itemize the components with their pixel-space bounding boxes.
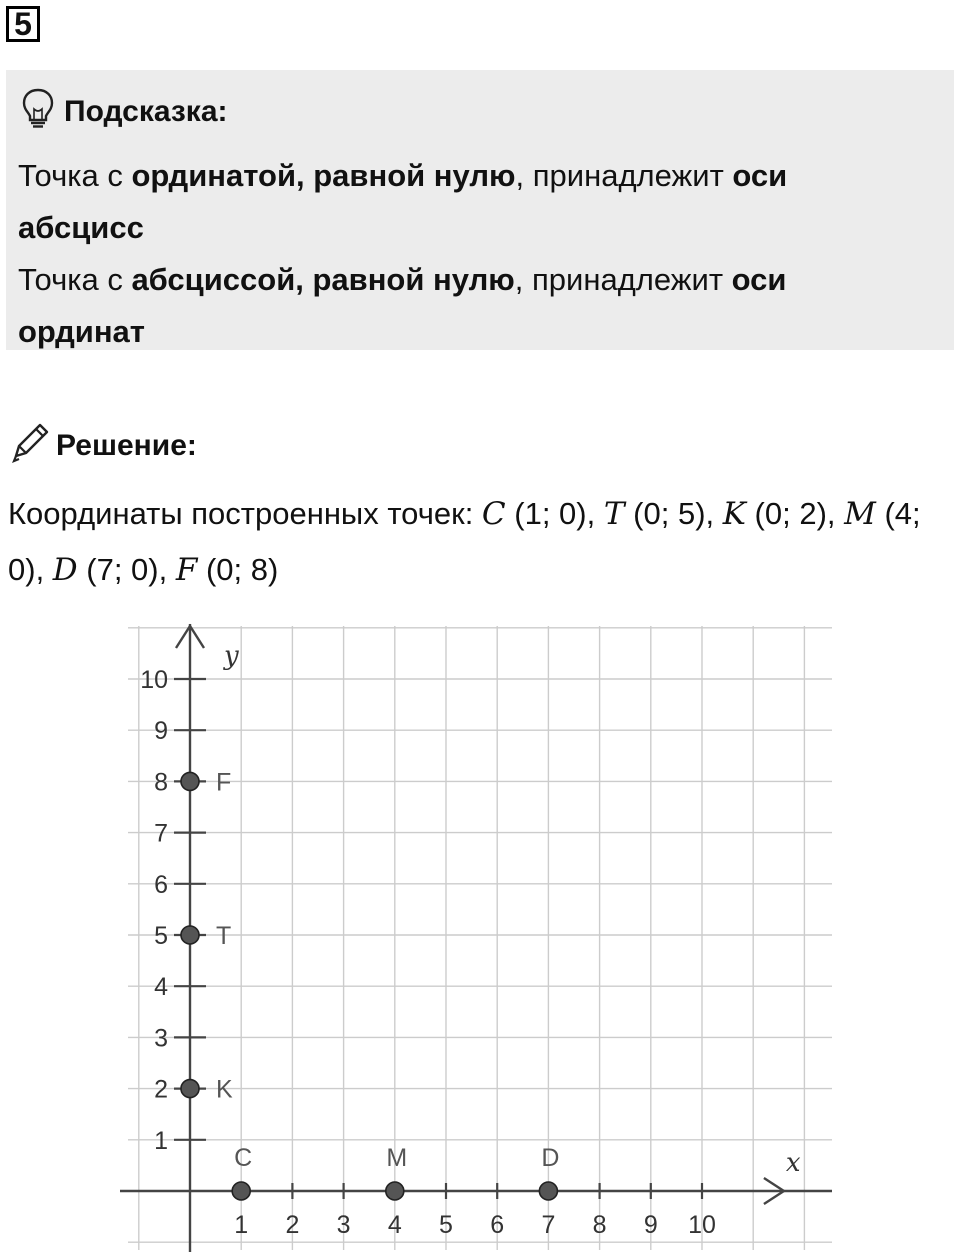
hint-box [6, 70, 954, 350]
point-marker [232, 1182, 250, 1200]
x-tick-label: 5 [439, 1211, 453, 1239]
x-tick-label: 10 [688, 1211, 716, 1239]
hint-title: Подсказка: [64, 95, 228, 128]
y-tick-label: 4 [154, 973, 168, 1002]
y-tick-label: 6 [154, 870, 168, 899]
solution-title: Решение: [56, 429, 197, 462]
y-tick-label: 9 [154, 717, 168, 746]
hint-line-1 [18, 150, 848, 254]
coordinate-plane [120, 618, 840, 1254]
point-marker [181, 772, 199, 790]
hint-line1-bold: оси абсцисс [18, 158, 788, 245]
x-tick-label: 6 [490, 1211, 505, 1239]
point-name: M [844, 496, 876, 532]
x-tick-label: 9 [643, 1211, 658, 1239]
lightbulb-icon [18, 87, 58, 137]
point-label: C [234, 1144, 253, 1172]
y-tick-label: 3 [154, 1024, 168, 1053]
task-number: 5 [6, 6, 40, 42]
point-coords: (0; 2), [745, 496, 845, 531]
y-tick-label: 7 [154, 819, 168, 848]
hint-text [18, 150, 942, 358]
hint-line2-part: Точка с [18, 262, 132, 297]
y-tick-label: 5 [154, 922, 168, 950]
hint-line-2 [18, 254, 848, 358]
point-label: T [216, 922, 232, 950]
point-coords: (0; 5), [624, 496, 723, 531]
point-name: T [603, 496, 625, 532]
y-tick-label: 8 [154, 768, 168, 797]
hint-line1-bold: ординатой, равной нулю [131, 158, 516, 193]
point-name: D [52, 552, 78, 588]
point-marker [181, 1080, 199, 1098]
point-coords: (4; 0), [8, 496, 921, 587]
y-axis-label: y [224, 641, 239, 671]
point-label: D [541, 1144, 560, 1172]
x-tick-label: 8 [592, 1211, 607, 1239]
point-coords: (7; 0), [77, 552, 176, 587]
point-marker [181, 926, 199, 944]
point-name: C [481, 496, 506, 532]
point-coords: (0; 8) [197, 552, 279, 587]
hint-header [18, 84, 942, 140]
x-tick-label: 4 [387, 1211, 402, 1239]
y-tick-label: 1 [154, 1126, 168, 1155]
point-name: F [175, 552, 198, 588]
solution-text [8, 486, 948, 598]
x-tick-label: 2 [285, 1211, 300, 1239]
y-tick-label: 10 [140, 666, 168, 694]
point-coords: (1; 0), [505, 496, 604, 531]
hint-line2-part: , принадлежит [514, 262, 732, 297]
solution-header [8, 420, 197, 472]
point-label: M [386, 1144, 408, 1172]
point-name: K [722, 496, 746, 532]
point-label: F [216, 768, 232, 797]
hint-line2-bold: оси ординат [18, 262, 787, 349]
point-marker [539, 1182, 557, 1200]
solution-intro: Координаты построенных точек: [8, 496, 482, 531]
hint-line1-part: Точка с [18, 158, 132, 193]
x-tick-label: 1 [234, 1211, 249, 1239]
hint-line2-bold: абсциссой, равной нулю [131, 262, 515, 297]
hint-line1-part: , принадлежит [515, 158, 733, 193]
x-tick-label: 7 [541, 1211, 556, 1239]
y-tick-label: 2 [154, 1075, 168, 1104]
point-marker [386, 1182, 404, 1200]
point-label: K [216, 1075, 233, 1104]
x-tick-label: 3 [336, 1211, 351, 1239]
pencil-icon [8, 420, 52, 472]
x-axis-label: x [785, 1148, 801, 1178]
